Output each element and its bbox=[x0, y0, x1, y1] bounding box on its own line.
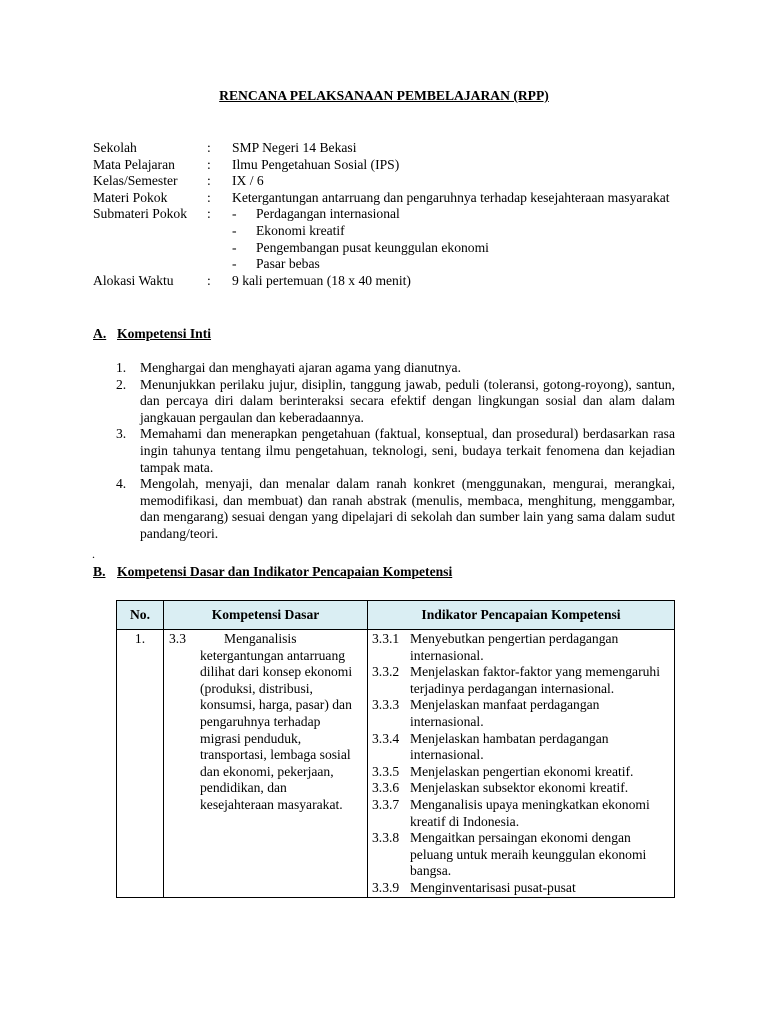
subject-value: Ilmu Pengetahuan Sosial (IPS) bbox=[232, 156, 400, 172]
indicator-text: Menyebutkan pengertian perdagangan internasional. bbox=[410, 631, 619, 663]
indicator-text: Menjelaskan faktor-faktor yang memengaruhi terjadinya perdagangan internasional. bbox=[410, 664, 660, 696]
indicator-text: Menginventarisasi pusat-pusat bbox=[410, 879, 576, 895]
kd-first-word: Menganalisis bbox=[224, 631, 297, 646]
indicator-code: 3.3.9 bbox=[372, 879, 400, 895]
dash: - bbox=[232, 239, 237, 255]
dash: - bbox=[232, 206, 237, 222]
section-a-letter: A. bbox=[93, 326, 107, 341]
indicator-code: 3.3.6 bbox=[372, 780, 400, 796]
indicator-code: 3.3.4 bbox=[372, 730, 400, 746]
topic-row bbox=[93, 190, 675, 207]
table-header-row bbox=[117, 601, 675, 630]
subtopic-item bbox=[232, 206, 675, 223]
subtopic-text: Pasar bebas bbox=[256, 256, 320, 272]
grade-value: IX / 6 bbox=[232, 173, 264, 189]
subject-row bbox=[93, 157, 675, 174]
indicator-item bbox=[372, 797, 672, 830]
dash: - bbox=[232, 256, 237, 272]
table-row bbox=[117, 630, 675, 898]
subtopic-item bbox=[232, 256, 675, 273]
indicator-text: Menjelaskan subsektor ekonomi kreatif. bbox=[410, 780, 629, 796]
school-label: Sekolah bbox=[93, 140, 137, 155]
header-basic-competence: Kompetensi Dasar bbox=[164, 601, 368, 630]
stray-dot: . bbox=[92, 547, 95, 561]
section-b-letter: B. bbox=[93, 564, 106, 579]
indicator-code: 3.3.7 bbox=[372, 796, 400, 812]
indicator-item bbox=[372, 664, 672, 697]
colon: : bbox=[207, 272, 211, 288]
indicator-item bbox=[372, 697, 672, 730]
header-indicators: Indikator Pencapaian Kompetensi bbox=[368, 601, 675, 630]
indicator-code: 3.3.1 bbox=[372, 631, 400, 646]
row-number: 1. bbox=[117, 630, 164, 898]
school-value: SMP Negeri 14 Bekasi bbox=[232, 140, 357, 155]
indicator-item bbox=[372, 880, 672, 897]
identity-section bbox=[93, 140, 675, 289]
time-row bbox=[93, 273, 675, 290]
grade-row bbox=[93, 173, 675, 190]
subtopic-text: Perdagangan internasional bbox=[256, 206, 400, 222]
item-text: Menghargai dan menghayati ajaran agama yang dianutnya. bbox=[140, 360, 461, 375]
list-item bbox=[116, 426, 675, 476]
subtopic-item bbox=[232, 240, 675, 257]
subject-label: Mata Pelajaran bbox=[93, 156, 175, 172]
subtopic-text: Pengembangan pusat keunggulan ekonomi bbox=[256, 239, 489, 255]
indicator-item bbox=[372, 780, 672, 797]
colon: : bbox=[207, 140, 211, 155]
indicator-item bbox=[372, 631, 672, 664]
time-label: Alokasi Waktu bbox=[93, 272, 174, 288]
indicator-item bbox=[372, 830, 672, 880]
item-number: 2. bbox=[116, 376, 127, 392]
subtopic-row bbox=[93, 206, 675, 272]
dash: - bbox=[232, 222, 237, 238]
school-row bbox=[93, 140, 675, 157]
item-number: 3. bbox=[116, 426, 127, 442]
indicator-item bbox=[372, 764, 672, 781]
item-number: 4. bbox=[116, 476, 127, 492]
core-competence-list bbox=[116, 360, 675, 543]
subtopic-item bbox=[232, 223, 675, 240]
item-number: 1. bbox=[116, 360, 127, 375]
indicator-text: Menganalisis upaya meningkatkan ekonomi kreatif di Indonesia. bbox=[410, 796, 650, 829]
list-item bbox=[116, 360, 675, 377]
subtopic-list bbox=[232, 206, 675, 272]
item-text: Mengolah, menyaji, dan menalar dalam ranah konkret (menggunakan, mengurai, merangkai, memodifikasi, dan membuat) dan ranah abstrak (menulis, membaca, menghitung, menggambar, dan mengarang) sesuai dengan yang dipelajari di sekolah dan sumber lain yang sama dalam sudut pandang/teori. bbox=[140, 476, 675, 541]
subtopic-text: Ekonomi kreatif bbox=[256, 222, 345, 238]
section-a-heading bbox=[93, 326, 211, 343]
basic-competence-cell bbox=[164, 630, 368, 898]
section-a-title: Kompetensi Inti bbox=[117, 326, 212, 341]
competence-table bbox=[116, 600, 675, 898]
kd-first-line bbox=[169, 631, 363, 648]
list-item bbox=[116, 476, 675, 542]
indicator-text: Menjelaskan hambatan perdagangan internasional. bbox=[410, 730, 609, 763]
grade-label: Kelas/Semester bbox=[93, 173, 178, 189]
colon: : bbox=[207, 173, 211, 189]
time-value: 9 kali pertemuan (18 x 40 menit) bbox=[232, 272, 411, 288]
subtopic-label: Submateri Pokok bbox=[93, 206, 188, 222]
section-b-heading bbox=[93, 564, 452, 581]
kd-text: ketergantungan antarruang dilihat dari konsep ekonomi (produksi, distribusi, konsumsi, harga, pasar) dan pengaruhnya terhadap migrasi penduduk, transportasi, lembaga sosial dan ekonomi, pekerjaan, pendidikan, dan kesejahteraan masyarakat. bbox=[200, 647, 353, 812]
list-item bbox=[116, 377, 675, 427]
colon: : bbox=[207, 189, 211, 205]
indicators-cell bbox=[368, 630, 675, 898]
indicator-code: 3.3.3 bbox=[372, 697, 400, 713]
colon: : bbox=[207, 156, 211, 172]
kd-code: 3.3 bbox=[169, 631, 186, 646]
section-b-title: Kompetensi Dasar dan Indikator Pencapaian Kompetensi bbox=[117, 564, 453, 579]
topic-label: Materi Pokok bbox=[93, 189, 168, 205]
indicator-code: 3.3.8 bbox=[372, 830, 400, 846]
indicator-text: Mengaitkan persaingan ekonomi dengan peluang untuk meraih keunggulan ekonomi bangsa. bbox=[410, 830, 647, 879]
indicator-code: 3.3.2 bbox=[372, 664, 400, 680]
indicator-text: Menjelaskan pengertian ekonomi kreatif. bbox=[410, 763, 634, 779]
document-title: RENCANA PELAKSANAAN PEMBELAJARAN (RPP) bbox=[219, 88, 549, 103]
item-text: Memahami dan menerapkan pengetahuan (faktual, konseptual, dan prosedural) berdasarkan rasa ingin tahunya tentang ilmu pengetahuan, teknologi, seni, budaya terkait fenomena dan kejadian tampak mata. bbox=[140, 426, 675, 475]
indicator-text: Menjelaskan manfaat perdagangan internasional. bbox=[410, 697, 600, 729]
topic-value: Ketergantungan antarruang dan pengaruhnya terhadap kesejahteraan masyarakat bbox=[232, 189, 670, 205]
item-text: Menunjukkan perilaku jujur, disiplin, tanggung jawab, peduli (toleransi, gotong-royong), santun, dan percaya diri dalam berinteraksi secara efektif dengan lingkungan sosial dan alam dalam jangkauan pergaulan dan keberadaannya. bbox=[140, 376, 675, 425]
header-no: No. bbox=[117, 601, 164, 630]
colon: : bbox=[207, 206, 211, 222]
indicator-code: 3.3.5 bbox=[372, 763, 400, 779]
indicator-item bbox=[372, 731, 672, 764]
